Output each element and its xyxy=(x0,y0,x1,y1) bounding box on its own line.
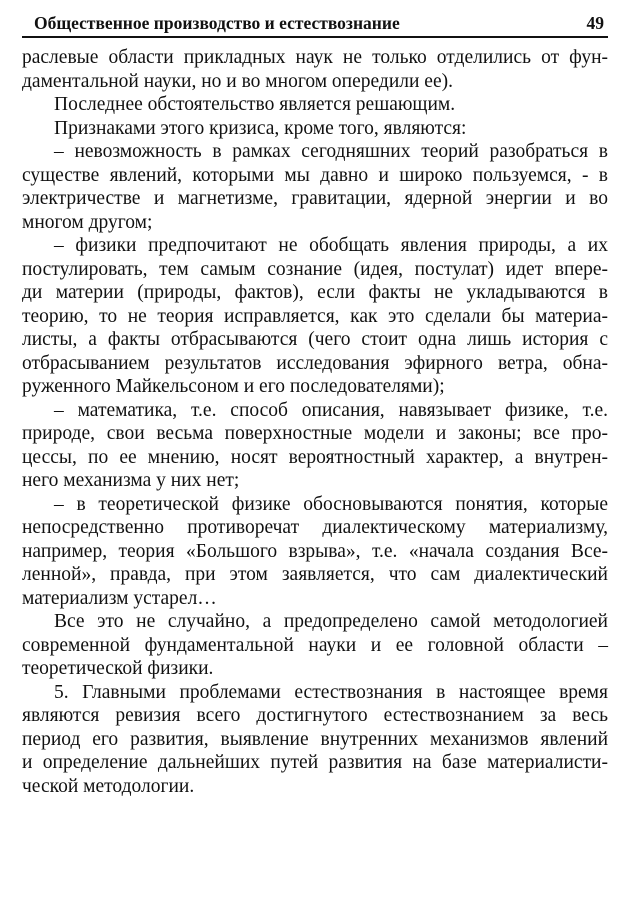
text-line: отбрасыванием результатов исследования эфирного ветра, обна- xyxy=(22,352,608,374)
body-text xyxy=(22,46,608,798)
text-line: многом другом; xyxy=(22,211,153,233)
running-header xyxy=(22,12,608,38)
text-line: материализм устарел… xyxy=(22,587,217,609)
text-line: 5. Главными проблемами естествознания в настоящее время xyxy=(54,681,608,703)
text-line: листы, а факты отбрасываются (чего стоит одна лишь история с xyxy=(22,329,608,350)
text-line: даментальной науки, но и во многом опередили ее). xyxy=(22,70,453,92)
text-line: Все это не случайно, а предопределено самой методологией xyxy=(54,611,608,632)
text-line: – математика, т.е. способ описания, навязывает физике, т.е. xyxy=(54,399,608,421)
text-line: теоретической физики. xyxy=(22,658,214,679)
text-line: Последнее обстоятельство является решающим. xyxy=(54,94,456,115)
text-line: ленной», правда, при этом заявляется, что сам диалектический xyxy=(22,564,608,585)
text-line: Признаками этого кризиса, кроме того, являются: xyxy=(54,117,467,139)
text-line: ди материи (природы, фактов), если факты не укладываются в xyxy=(22,282,608,303)
text-line: него механизма у них нет; xyxy=(22,470,240,491)
text-line: – в теоретической физике обосновываются понятия, которые xyxy=(54,493,608,515)
running-header-title: Общественное производство и естествознание xyxy=(34,13,400,33)
text-line: непосредственно противоречат диалектическому материализму, xyxy=(22,517,608,538)
text-line: современной фундаментальной науки и ее головной области – xyxy=(22,634,608,656)
text-line: период его развития, выявление внутренних механизмов явлений xyxy=(22,728,608,750)
text-line: постулировать, тем самым сознание (идея, постулат) идет впере- xyxy=(22,258,608,280)
text-line: природе, свои весьма поверхностные модели и законы; все про- xyxy=(22,423,608,444)
page-number: 49 xyxy=(586,13,604,33)
text-line: руженного Майкельсоном и его последователями); xyxy=(22,376,445,397)
text-line: существе явлений, которыми мы давно и широко пользуемся, - в xyxy=(22,164,608,186)
text-line: цессы, по ее мнению, носят вероятностный характер, а внутрен- xyxy=(22,446,608,468)
text-line: например, теория «Большого взрыва», т.е. «начала создания Все- xyxy=(22,540,608,562)
text-line: теорию, то не теория исправляется, как это сделали бы материа- xyxy=(22,305,608,327)
text-line: электричестве и магнетизме, гравитации, ядерной энергии и во xyxy=(22,188,608,209)
text-line: – невозможность в рамках сегодняшних теорий разобраться в xyxy=(54,141,608,162)
text-line: ческой методологии. xyxy=(22,775,195,797)
text-line: – физики предпочитают не обобщать явления природы, а их xyxy=(54,235,608,256)
text-line: раслевые области прикладных наук не только отделились от фун- xyxy=(22,47,608,68)
text-line: и определение дальнейших путей развития на базе материалисти- xyxy=(22,752,608,773)
text-line: являются ревизия всего достигнутого естествознанием за весь xyxy=(22,705,608,726)
